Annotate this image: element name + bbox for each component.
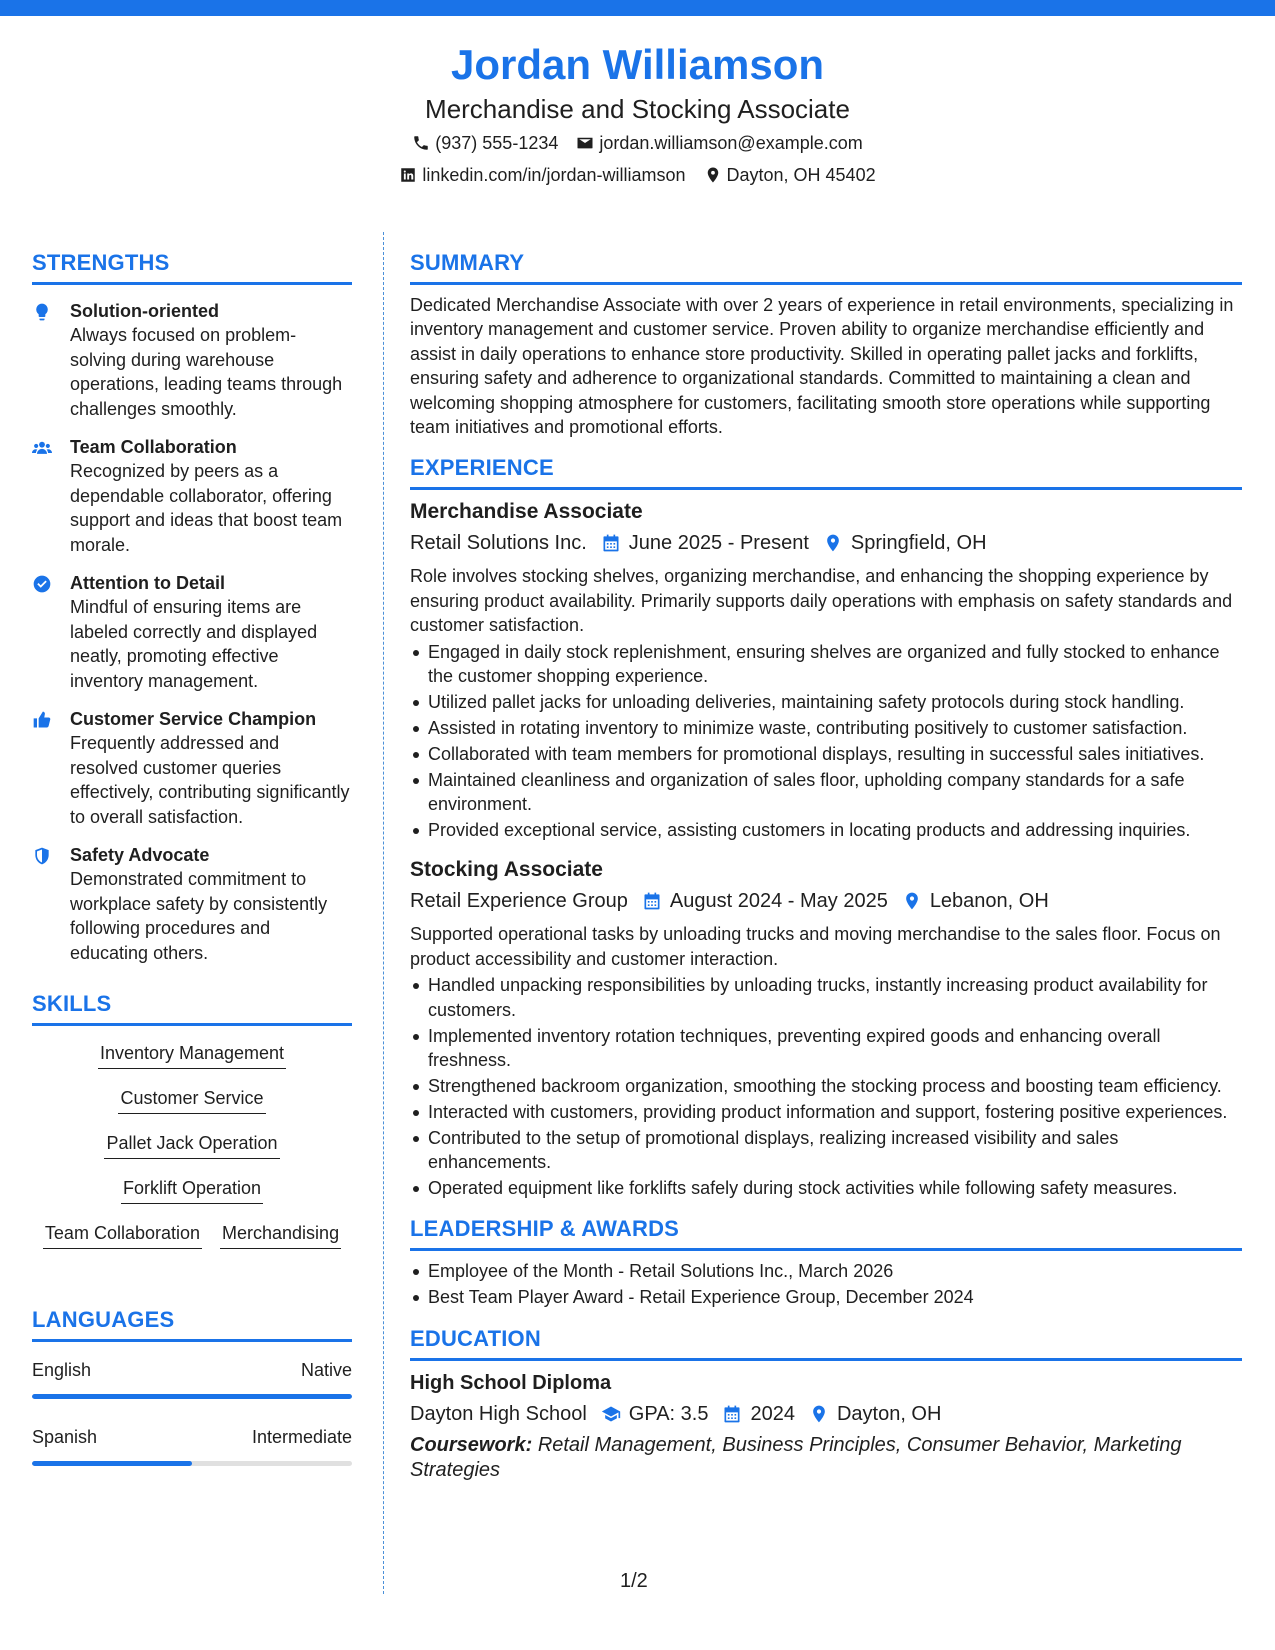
education-section <box>410 1324 1242 1483</box>
strength-item <box>32 843 352 965</box>
resume-header <box>0 40 1275 190</box>
language-name: English <box>32 1360 92 1380</box>
lightbulb-icon <box>32 302 52 322</box>
job-company: Retail Experience Group <box>410 890 628 913</box>
linkedin-text[interactable]: linkedin.com/in/jordan-williamson <box>422 165 686 185</box>
job-bullets <box>410 973 1242 1200</box>
users-icon <box>32 438 52 458</box>
job-description: Role involves stocking shelves, organizing merchandise, and enhancing the shopping experience by ensuring product availability. Primarily supports daily operations with emphasis on safety standards and customer satisfaction. <box>410 566 1233 636</box>
job-bullet: Strengthened backroom organization, smoothing the stocking process and boosting team efficiency. <box>410 1074 1242 1098</box>
job-bullet: Implemented inventory rotation techniques, preventing expired goods and enhancing overall freshness. <box>410 1024 1242 1073</box>
strength-desc: Recognized by peers as a dependable collaborator, offering support and ideas that boost team morale. <box>70 461 343 555</box>
linkedin-item[interactable] <box>399 160 685 190</box>
shield-icon <box>32 846 52 866</box>
summary-text: Dedicated Merchandise Associate with over 2 years of experience in retail environments, specializing in inventory management and customer service. Proven ability to organize merchandise efficiently and assist in daily operations to enhance store productivity. Skilled in operating pallet jacks and forklifts, ensuring safety and adherence to organizational standards. Committed to maintaining a clean and welcoming shopping atmosphere for customers, facilitating smooth store operations while supporting team initiatives and promotional efforts. <box>410 295 1234 438</box>
job-bullet: Engaged in daily stock replenishment, ensuring shelves are organized and fully stocked to enhance the customer shopping experience. <box>410 640 1242 689</box>
strengths-heading: STRENGTHS <box>32 248 352 285</box>
skills-section <box>32 989 352 1265</box>
strengths-section <box>32 248 352 965</box>
strength-item <box>32 435 352 557</box>
job-dates: June 2025 - Present <box>628 532 809 555</box>
strength-desc: Frequently addressed and resolved customer queries effectively, contributing significantly to overall satisfaction. <box>70 733 350 827</box>
summary-heading: SUMMARY <box>410 248 1242 285</box>
job-location: Lebanon, OH <box>929 890 1049 913</box>
job-bullet: Assisted in rotating inventory to minimize waste, contributing positively to customer satisfaction. <box>410 716 1242 740</box>
strength-desc: Mindful of ensuring items are labeled correctly and displayed neatly, promoting effective inventory management. <box>70 597 318 691</box>
coursework <box>410 1433 1242 1483</box>
skill-tag: Pallet Jack Operation <box>104 1130 279 1159</box>
language-level: Native <box>300 1360 352 1380</box>
education-meta <box>410 1399 1242 1429</box>
experience-section <box>410 453 1242 1200</box>
school-name: Dayton High School <box>410 1402 587 1425</box>
language-proficiency-bar <box>32 1461 352 1466</box>
location-item <box>704 160 876 190</box>
job-meta <box>410 886 1242 916</box>
map-pin-icon <box>823 533 843 553</box>
language-item <box>32 1425 352 1466</box>
job-dates: August 2024 - May 2025 <box>669 890 888 913</box>
location-text: Dayton, OH 45402 <box>726 165 876 185</box>
map-pin-icon <box>809 1404 829 1424</box>
degree-title: High School Diploma <box>410 1371 612 1394</box>
contact-row-2 <box>0 160 1275 190</box>
coursework-label: Coursework: <box>410 1433 533 1456</box>
map-pin-icon <box>704 166 722 184</box>
left-column <box>32 248 352 1466</box>
language-level: Intermediate <box>251 1427 352 1447</box>
education-heading: EDUCATION <box>410 1324 1242 1361</box>
leadership-bullets <box>410 1259 1242 1309</box>
envelope-icon <box>576 134 594 152</box>
job-company: Retail Solutions Inc. <box>410 532 587 555</box>
strength-desc: Always focused on problem-solving during warehouse operations, leading teams through challenges smoothly. <box>70 325 343 419</box>
job-bullet: Handled unpacking responsibilities by unloading trucks, instantly increasing product availability for customers. <box>410 973 1242 1022</box>
job-bullets <box>410 640 1242 843</box>
summary-section <box>410 248 1242 439</box>
language-proficiency-bar <box>32 1394 352 1399</box>
strength-item <box>32 707 352 829</box>
column-divider <box>383 232 384 1594</box>
strength-item <box>32 571 352 693</box>
calendar-icon <box>642 891 662 911</box>
job-bullet: Utilized pallet jacks for unloading deliveries, maintaining safety protocols during stock handling. <box>410 690 1242 714</box>
job-entry <box>410 498 1242 842</box>
calendar-icon <box>722 1404 742 1424</box>
strength-desc: Demonstrated commitment to workplace safety by consistently following procedures and educating others. <box>70 869 328 963</box>
experience-heading: EXPERIENCE <box>410 453 1242 490</box>
job-bullet: Contributed to the setup of promotional displays, realizing increased visibility and sales enhancements. <box>410 1126 1242 1175</box>
strength-title: Attention to Detail <box>70 573 225 593</box>
phone-item <box>412 128 558 158</box>
coursework-text: Retail Management, Business Principles, Consumer Behavior, Marketing Strategies <box>410 1433 1182 1481</box>
language-proficiency-fill <box>32 1394 352 1399</box>
leadership-section <box>410 1214 1242 1309</box>
candidate-title: Merchandise and Stocking Associate <box>425 94 850 124</box>
job-bullet: Collaborated with team members for promotional displays, resulting in successful sales initiatives. <box>410 742 1242 766</box>
strength-title: Team Collaboration <box>70 437 237 457</box>
strength-title: Safety Advocate <box>70 845 210 865</box>
right-column <box>410 248 1242 1483</box>
skill-tag: Inventory Management <box>98 1040 286 1069</box>
map-pin-icon <box>902 891 922 911</box>
language-name: Spanish <box>32 1427 98 1447</box>
calendar-icon <box>601 533 621 553</box>
strength-item <box>32 299 352 421</box>
phone-icon <box>412 134 430 152</box>
award-item: Employee of the Month - Retail Solutions Inc., March 2026 <box>410 1259 1242 1283</box>
skill-tag: Team Collaboration <box>43 1220 202 1249</box>
skills-heading: SKILLS <box>32 989 352 1026</box>
job-bullet: Operated equipment like forklifts safely during stock activities while following safety measures. <box>410 1176 1242 1200</box>
check-circle-icon <box>32 574 52 594</box>
graduation-cap-icon <box>601 1404 621 1424</box>
job-meta <box>410 528 1242 558</box>
skill-tag: Customer Service <box>118 1085 265 1114</box>
strength-title: Solution-oriented <box>70 301 219 321</box>
job-bullet: Interacted with customers, providing product information and support, fostering positive experiences. <box>410 1100 1242 1124</box>
award-item: Best Team Player Award - Retail Experience Group, December 2024 <box>410 1285 1242 1309</box>
job-title: Stocking Associate <box>410 858 603 882</box>
languages-section <box>32 1305 352 1466</box>
job-entry <box>410 856 1242 1200</box>
language-item <box>32 1358 352 1399</box>
strength-title: Customer Service Champion <box>70 709 317 729</box>
contact-row-1 <box>0 128 1275 158</box>
linkedin-icon <box>399 166 417 184</box>
skill-tag: Merchandising <box>220 1220 341 1249</box>
thumbs-up-icon <box>32 710 52 730</box>
school-location: Dayton, OH <box>836 1402 942 1425</box>
email-text[interactable]: jordan.williamson@example.com <box>599 133 863 153</box>
email-item[interactable] <box>576 128 862 158</box>
phone-text: (937) 555-1234 <box>435 133 559 153</box>
candidate-name: Jordan Williamson <box>450 41 825 88</box>
languages-heading: LANGUAGES <box>32 1305 352 1342</box>
skill-tag: Forklift Operation <box>121 1175 263 1204</box>
page-number: 1/2 <box>620 1570 648 1592</box>
leadership-heading: LEADERSHIP & AWARDS <box>410 1214 1242 1251</box>
graduation-year: 2024 <box>750 1402 795 1425</box>
job-title: Merchandise Associate <box>410 500 643 524</box>
job-description: Supported operational tasks by unloading trucks and moving merchandise to the sales floor. Focus on product accessibility and customer interaction. <box>410 924 1221 969</box>
language-proficiency-fill <box>32 1461 192 1466</box>
gpa: GPA: 3.5 <box>628 1402 709 1425</box>
job-location: Springfield, OH <box>850 532 987 555</box>
top-accent-bar <box>0 0 1275 16</box>
job-bullet: Provided exceptional service, assisting customers in locating products and addressing inquiries. <box>410 818 1242 842</box>
job-bullet: Maintained cleanliness and organization of sales floor, upholding company standards for a safe environment. <box>410 768 1242 817</box>
